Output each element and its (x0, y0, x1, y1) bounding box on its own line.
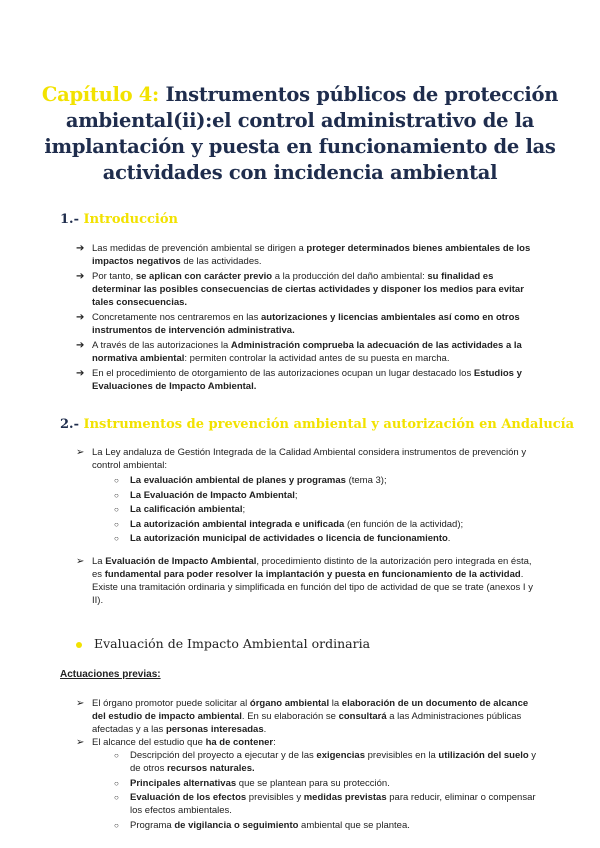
bullet-marker-icon: ➔ (76, 312, 85, 323)
text-run: (en función de la actividad); (344, 518, 464, 530)
section-1-title: Introducción (83, 212, 178, 227)
list-item (0, 489, 600, 502)
text-run: utilización del suelo (438, 750, 529, 761)
section-2-title: Instrumentos de prevención ambiental y autorización en Andalucía (83, 417, 575, 432)
chapter-label: Capítulo 4: (41, 83, 159, 106)
bullet-marker-icon: ➢ (76, 447, 85, 458)
text-run: La (92, 556, 106, 567)
bullet-marker-icon: ➢ (76, 737, 85, 748)
list-item (0, 503, 600, 516)
bullet-marker-icon: ➔ (76, 368, 85, 379)
eia-paragraph-list (0, 555, 600, 607)
text-run: Las medidas de prevención ambiental se dirigen a (92, 243, 307, 254)
instruments-list (0, 474, 600, 547)
text-run: elaboración de un documento de alcance del estudio de impacto ambiental (92, 698, 529, 722)
actuaciones-previas-label: Actuaciones previas: (60, 669, 161, 680)
list-item (0, 819, 600, 832)
bullet-marker-icon: ○ (114, 534, 119, 543)
text-run: su finalidad es determinar las posibles consecuencias de ciertas actividades y disponer los medios para evitar tales consecuencias. (92, 271, 524, 308)
text-run: personas interesadas (165, 724, 264, 735)
text-run: Estudios y Evaluaciones de Impacto Ambiental. (92, 368, 522, 392)
text-run: Por tanto, (92, 271, 136, 282)
estudio-contents-list (0, 749, 600, 833)
text-run: . (447, 533, 451, 544)
list-item (0, 518, 600, 531)
text-run: de vigilancia o seguimiento (174, 819, 299, 831)
text-run: exigencias (316, 750, 365, 761)
list-item (0, 339, 600, 365)
text-run: El alcance del estudio que (92, 737, 206, 748)
text-run: La autorización ambiental integrada e unificada (130, 518, 345, 530)
text-run: que se plantean para su protección. (236, 777, 390, 789)
list-item (0, 311, 600, 337)
text-run: fundamental para poder resolver la implantación y puesta en funcionamiento de la actividad (104, 569, 521, 580)
text-run: El órgano promotor puede solicitar al (92, 698, 250, 709)
text-run: Programa (130, 819, 175, 831)
text-run: Concretamente nos centraremos en las (92, 312, 261, 323)
text-run: ; (294, 489, 298, 501)
list-item (0, 242, 600, 268)
bullet-dot-icon (76, 642, 82, 648)
text-run: Administración comprueba la adecuación de las actividades a la normativa ambiental (92, 340, 522, 364)
text-run: , procedimiento distinto de la autorización pero integrada en ésta, es (92, 556, 532, 580)
eia-ordinaria-heading (76, 636, 370, 651)
text-run: la (329, 698, 342, 709)
text-run: autorizaciones y licencias ambientales así como en otros instrumentos de intervención administrativa. (92, 312, 520, 336)
bullet-marker-icon: ○ (114, 505, 119, 514)
intro-list (0, 242, 600, 395)
text-run: La autorización municipal de actividades o licencia de funcionamiento (130, 533, 448, 544)
text-run: recursos naturales. (166, 763, 255, 774)
instruments-intro-list (0, 446, 600, 472)
text-run: La evaluación ambiental de planes y programas (130, 475, 346, 486)
list-item (0, 270, 600, 309)
section-1-number: 1.- (60, 212, 79, 227)
text-run: : permiten controlar la actividad antes de su puesta en marcha. (184, 353, 450, 364)
bullet-marker-icon: ➢ (76, 556, 85, 567)
eia-ordinaria-title: Evaluación de Impacto Ambiental ordinaria (94, 636, 371, 651)
text-run: La Ley andaluza de Gestión Integrada de la Calidad Ambiental considera instrumentos de prevención y control ambiental: (92, 447, 527, 471)
text-run: Evaluación de Impacto Ambiental (105, 556, 257, 567)
actuaciones-list (0, 697, 600, 749)
text-run: a la producción del daño ambiental: (272, 271, 428, 282)
section-2-number: 2.- (60, 417, 79, 432)
list-item (0, 697, 600, 736)
text-run: consultará (338, 711, 387, 722)
list-item (0, 791, 600, 817)
text-run: órgano ambiental (249, 698, 330, 709)
list-item (0, 736, 600, 749)
text-run: de las actividades. (180, 256, 262, 267)
chapter-title (40, 82, 560, 186)
bullet-marker-icon: ○ (114, 476, 119, 485)
text-run: En el procedimiento de otorgamiento de las autorizaciones ocupan un lugar destacado los (92, 368, 474, 379)
bullet-marker-icon: ○ (114, 778, 119, 788)
bullet-marker-icon: ➔ (76, 271, 85, 282)
text-run: ambiental que se plantea. (298, 819, 410, 831)
chapter-title-text: Instrumentos públicos de protección ambiental(ii):el control administrativo de la implantación y puesta en funcionamiento de las actividades con incidencia ambiental (44, 83, 559, 184)
bullet-marker-icon: ○ (114, 751, 119, 760)
text-run: medidas previstas (303, 792, 387, 803)
text-run: Principales alternativas (130, 777, 237, 789)
text-run: ha de contener (205, 737, 274, 748)
section-1-heading (60, 212, 178, 227)
list-item (0, 474, 600, 487)
list-item (0, 367, 600, 393)
bullet-marker-icon: ○ (114, 793, 119, 802)
text-run: Evaluación de los efectos (130, 792, 247, 803)
bullet-marker-icon: ➔ (76, 243, 85, 254)
bullet-marker-icon: ○ (114, 820, 119, 830)
list-item (0, 777, 600, 790)
text-run: ; (242, 504, 246, 515)
text-run: . En su elaboración se (241, 711, 339, 722)
list-item (0, 555, 600, 607)
text-run: proteger determinados bienes ambientales de los impactos negativos (92, 243, 531, 267)
list-item (0, 749, 600, 775)
text-run: : (273, 737, 276, 748)
section-2-heading (60, 417, 574, 432)
list-item (0, 446, 600, 472)
text-run: (tema 3); (345, 475, 387, 486)
text-run: La calificación ambiental (130, 504, 243, 515)
text-run: se aplican con carácter previo (135, 271, 273, 282)
text-run: y de otros (130, 750, 537, 774)
bullet-marker-icon: ○ (114, 519, 119, 529)
bullet-marker-icon: ➔ (76, 340, 85, 351)
text-run: Descripción del proyecto a ejecutar y de las (130, 750, 317, 761)
text-run: La Evaluación de Impacto Ambiental (130, 489, 295, 501)
text-run: . (263, 724, 267, 735)
bullet-marker-icon: ➢ (76, 698, 85, 709)
text-run: A través de las autorizaciones la (92, 340, 231, 351)
text-run: para reducir, eliminar o compensar los efectos ambientales. (130, 792, 536, 816)
text-run: previsibles en la (365, 750, 439, 761)
list-item (0, 532, 600, 545)
bullet-marker-icon: ○ (114, 490, 119, 500)
text-run: . Existe una tramitación ordinaria y simplificada en función del tipo de actividad de que se trate (anexos I y II). (92, 569, 533, 606)
text-run: a las Administraciones públicas afectadas y a las (92, 711, 522, 735)
text-run: previsibles y (246, 792, 304, 803)
